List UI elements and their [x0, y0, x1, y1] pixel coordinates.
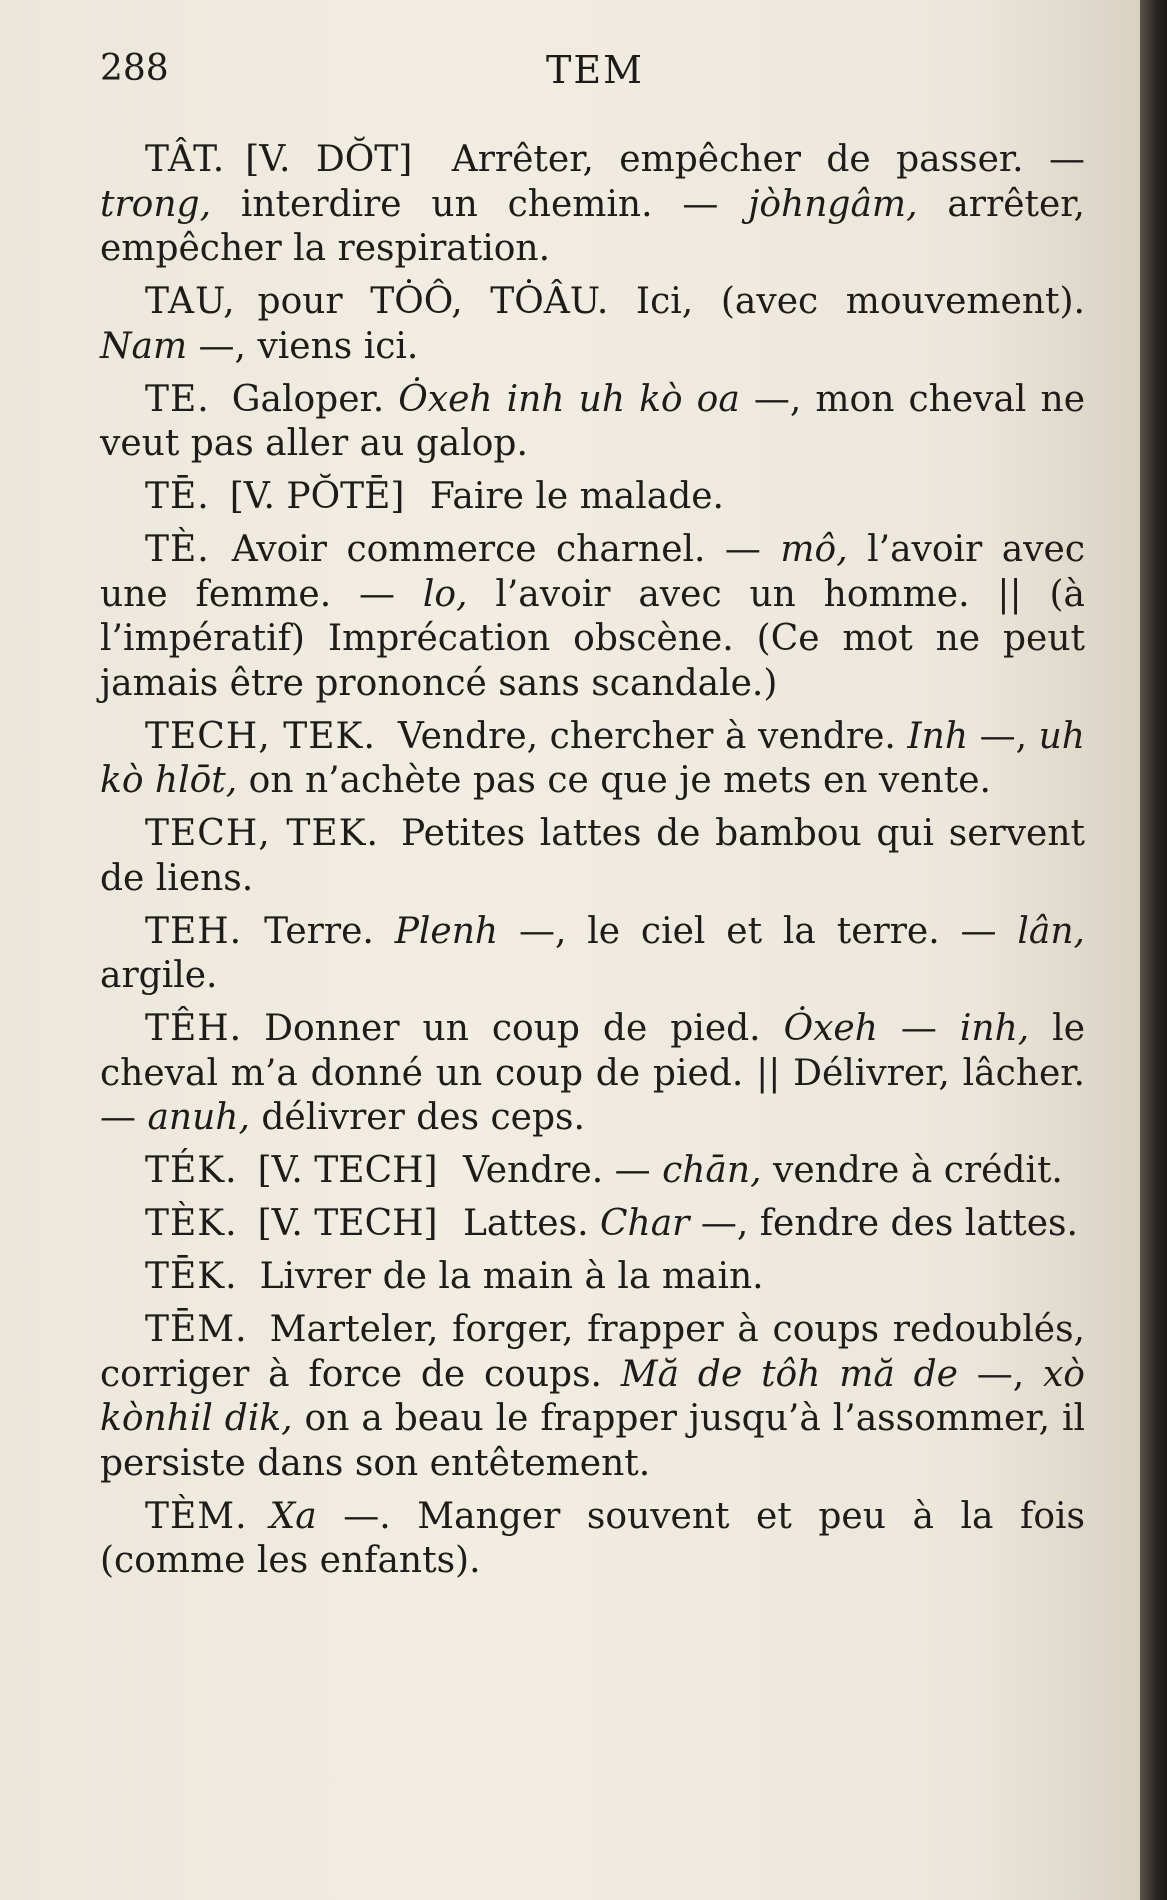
- entry-definition-text: —, le ciel et la terre. —: [498, 910, 1018, 952]
- dictionary-entry: [100, 1255, 1085, 1300]
- entry-headword: TĒM.: [145, 1309, 248, 1350]
- entry-headword: TĒK.: [145, 1256, 238, 1297]
- entry-definition-text: l’avoir avec un homme. || (à l’impératif) Imprécation obscène. (Ce mot ne peut jamais être prononcé sans scandale.): [100, 573, 1085, 704]
- entry-example-term: Xa: [269, 1495, 317, 1537]
- entry-headword: TĒ.: [145, 476, 210, 517]
- entry-definition-text: Avoir commerce charnel. —: [231, 529, 781, 570]
- entry-definition-text: Donner un coup de pied.: [264, 1008, 784, 1049]
- entry-definition-text: on a beau le frapper jusqu’à l’assommer, il persiste dans son entêtement.: [100, 1398, 1085, 1484]
- entry-example-term: lân,: [1017, 910, 1085, 952]
- entry-definition-text: vendre à crédit.: [761, 1150, 1063, 1191]
- entry-headword: TÂT.: [145, 139, 226, 180]
- entry-example-term: Ȯxeh inh uh kò oa: [398, 378, 740, 420]
- entry-definition-text: interdire un chemin. —: [211, 183, 749, 225]
- entry-definition-text: on n’achète pas ce que je mets en vente.: [237, 760, 991, 801]
- entry-definition-text: le cheval m’a donné un coup de pied. || Délivrer, lâcher. —: [100, 1008, 1085, 1138]
- entry-headword: TÈK.: [145, 1203, 238, 1244]
- entry-example-term: Plenh: [394, 910, 499, 952]
- dictionary-entry: [100, 1495, 1085, 1584]
- entry-headword: TÉK.: [145, 1150, 238, 1191]
- entry-definition-text: délivrer des ceps.: [249, 1097, 585, 1138]
- entry-example-term: chān,: [662, 1150, 762, 1191]
- entry-example-term: lo,: [422, 573, 468, 615]
- book-gutter: [1140, 0, 1167, 1900]
- entry-example-term: trong,: [100, 183, 212, 225]
- entry-example-term: xò kònhil dik,: [100, 1353, 1085, 1439]
- dictionary-entry: [100, 378, 1085, 467]
- entry-example-term: inh,: [959, 1008, 1030, 1049]
- entry-example-term: Char: [599, 1203, 690, 1244]
- entry-headword: TAU,: [145, 281, 236, 322]
- entry-definition-text: Galoper.: [231, 378, 399, 420]
- dictionary-entry: [100, 715, 1085, 804]
- dictionary-entry: [100, 280, 1085, 369]
- entry-cross-reference: [V. PŎTĒ]: [229, 476, 405, 517]
- entry-definition-text: —,: [957, 1353, 1043, 1395]
- entry-definition-text: Vendre. —: [451, 1150, 663, 1191]
- entry-example-term: Ȯxeh: [783, 1008, 878, 1049]
- page-header: [100, 48, 1090, 98]
- entry-definition-text: Terre.: [264, 910, 395, 952]
- entry-headword: TÈ.: [145, 529, 210, 570]
- entry-example-term: mô,: [780, 529, 848, 570]
- entry-headword: TEH.: [145, 910, 243, 952]
- entry-headword: TECH, TEK.: [145, 715, 376, 757]
- dictionary-entry: [100, 812, 1085, 901]
- entry-example-term: uh kò hlōt,: [100, 715, 1085, 801]
- entry-definition-text: —. Manger souvent et peu à la fois (comme les enfants).: [100, 1495, 1085, 1581]
- entry-headword: TÈM.: [145, 1495, 248, 1537]
- running-title: TEM: [546, 48, 644, 92]
- entry-example-term: Nam: [100, 325, 188, 367]
- entry-cross-reference: [V. TECH]: [257, 1203, 438, 1244]
- entry-definition-text: l’avoir avec une femme. —: [100, 529, 1085, 615]
- entry-example-term: anuh,: [147, 1097, 250, 1138]
- dictionary-entry: [100, 528, 1085, 706]
- entry-definition-text: Vendre, chercher à vendre.: [397, 715, 908, 757]
- entry-definition-text: arrêter, empêcher la respiration.: [100, 183, 1085, 269]
- entry-headword: TECH, TEK.: [145, 813, 379, 854]
- dictionary-entry: [100, 910, 1085, 999]
- dictionary-entry: [100, 1149, 1085, 1194]
- entry-definition-text: —, fendre des lattes.: [689, 1203, 1078, 1244]
- dictionary-entry: [100, 138, 1085, 272]
- dictionary-entries: [100, 138, 1085, 1592]
- entry-definition-text: pour TȮÔ, TȮÂU. Ici, (avec mouvement).: [257, 281, 1085, 322]
- dictionary-entry: [100, 1308, 1085, 1486]
- entry-definition-text: Faire le malade.: [418, 476, 724, 517]
- entry-definition-text: Marteler, forger, frapper à coups redoublés, corriger à force de coups.: [100, 1309, 1085, 1395]
- entry-cross-reference: [V. DŎT]: [245, 139, 413, 180]
- entry-definition-text: argile.: [100, 955, 218, 996]
- entry-cross-reference: [V. TECH]: [257, 1150, 438, 1191]
- dictionary-entry: [100, 475, 1085, 520]
- entry-definition-text: —,: [968, 715, 1039, 757]
- entry-definition-text: —, viens ici.: [187, 325, 419, 367]
- entry-example-term: jòhngâm,: [748, 183, 918, 225]
- entry-headword: TÊH.: [145, 1008, 243, 1049]
- entry-definition-text: Livrer de la main à la main.: [259, 1256, 764, 1297]
- entry-definition-text: Petites lattes de bambou qui servent de liens.: [100, 813, 1086, 899]
- entry-definition-text: —: [877, 1008, 960, 1049]
- entry-headword: TE.: [145, 378, 210, 420]
- dictionary-entry: [100, 1007, 1085, 1141]
- entry-definition-text: —, mon cheval ne veut pas aller au galop.: [100, 378, 1086, 464]
- entry-definition-text: Arrêter, empêcher de passer. —: [426, 139, 1085, 180]
- page-number: 288: [100, 48, 169, 89]
- entry-example-term: Inh: [907, 715, 969, 757]
- dictionary-entry: [100, 1202, 1085, 1247]
- entry-definition-text: Lattes.: [451, 1203, 600, 1244]
- entry-example-term: Mă de tôh mă de: [620, 1353, 958, 1395]
